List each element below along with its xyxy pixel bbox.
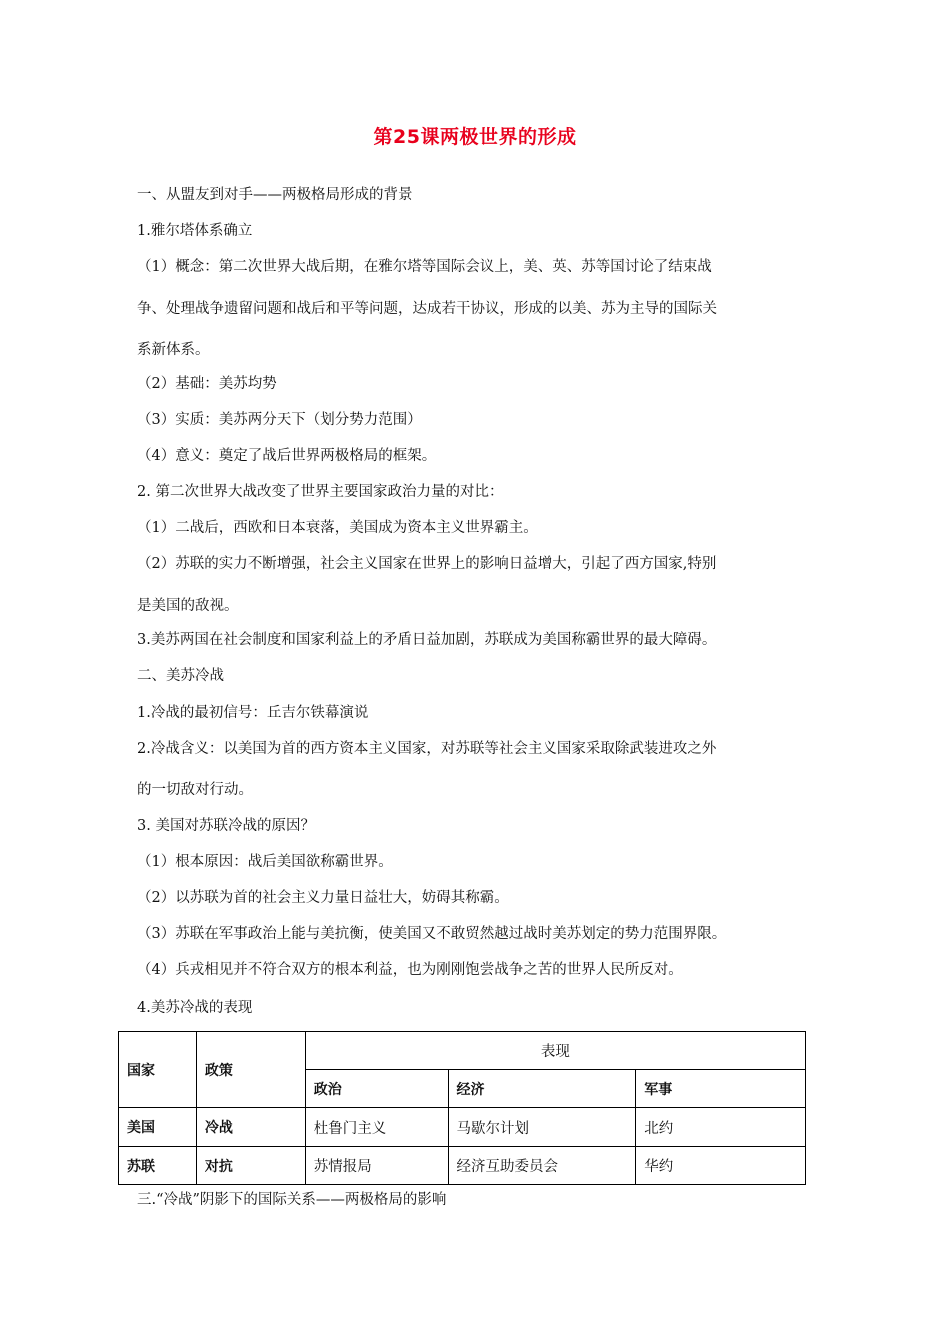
paragraph-line: 3.美苏两国在社会制度和国家利益上的矛盾日益加剧，苏联成为美国称霸世界的最大障碍。	[137, 632, 717, 648]
table-row	[119, 1108, 806, 1147]
paragraph-line: 2. 第二次世界大战改变了世界主要国家政治力量的对比：	[137, 484, 504, 500]
paragraph-line: （1）根本原因：战后美国欲称霸世界。	[137, 854, 393, 870]
paragraph-line: （3）苏联在军事政治上能与美抗衡，使美国又不敢贸然越过战时美苏划定的势力范围界限。	[137, 926, 727, 942]
paragraph-line: （4）兵戎相见并不符合双方的根本利益，也为刚刚饱尝战争之苦的世界人民所反对。	[137, 962, 683, 978]
paragraph-line: （1）概念：第二次世界大战后期，在雅尔塔等国际会议上，美、英、苏等国讨论了结束战	[137, 259, 712, 275]
cell-military: 北约	[636, 1108, 806, 1147]
paragraph-line: 是美国的敌视。	[137, 598, 239, 614]
cell-policy: 对抗	[196, 1147, 305, 1185]
cell-country: 苏联	[119, 1147, 197, 1185]
paragraph-line: 的一切敌对行动。	[137, 782, 253, 798]
cell-political: 苏情报局	[305, 1147, 448, 1185]
header-military: 军事	[636, 1070, 806, 1108]
paragraph-line: 争、处理战争遗留问题和战后和平等问题，达成若干协议，形成的以美、苏为主导的国际关	[137, 301, 717, 317]
section-heading-3: 三.“冷战”阴影下的国际关系——两极格局的影响	[137, 1192, 447, 1208]
header-country: 国家	[119, 1032, 197, 1108]
cold-war-table	[118, 1031, 806, 1185]
paragraph-line: 1.冷战的最初信号：丘吉尔铁幕演说	[137, 705, 369, 721]
section-heading-1: 一、从盟友到对手——两极格局形成的背景	[137, 187, 413, 203]
paragraph-line: （2）苏联的实力不断增强，社会主义国家在世界上的影响日益增大，引起了西方国家,特别	[137, 556, 717, 572]
paragraph-line: 1.雅尔塔体系确立	[137, 223, 253, 239]
cell-political: 杜鲁门主义	[305, 1108, 448, 1147]
cell-country: 美国	[119, 1108, 197, 1147]
header-policy: 政策	[196, 1032, 305, 1108]
cell-military: 华约	[636, 1147, 806, 1185]
section-heading-2: 二、美苏冷战	[137, 668, 224, 684]
paragraph-line: （4）意义：奠定了战后世界两极格局的框架。	[137, 448, 437, 464]
paragraph-line: 2.冷战含义：以美国为首的西方资本主义国家，对苏联等社会主义国家采取除武装进攻之外	[137, 741, 717, 757]
header-economic: 经济	[448, 1070, 636, 1108]
cell-economic: 马歇尔计划	[448, 1108, 636, 1147]
paragraph-line: （3）实质：美苏两分天下（划分势力范围）	[137, 412, 422, 428]
cell-economic: 经济互助委员会	[448, 1147, 636, 1185]
page-title: 第25课两极世界的形成	[373, 126, 577, 148]
table-caption: 4.美苏冷战的表现	[137, 1000, 253, 1016]
paragraph-line: 3. 美国对苏联冷战的原因？	[137, 818, 315, 834]
header-manifestation: 表现	[305, 1032, 805, 1070]
cell-policy: 冷战	[196, 1108, 305, 1147]
paragraph-line: （2）以苏联为首的社会主义力量日益壮大，妨碍其称霸。	[137, 890, 509, 906]
paragraph-line: （2）基础：美苏均势	[137, 376, 277, 392]
paragraph-line: （1）二战后，西欧和日本衰落，美国成为资本主义世界霸主。	[137, 520, 538, 536]
paragraph-line: 系新体系。	[137, 342, 210, 358]
table-row	[119, 1147, 806, 1185]
header-political: 政治	[305, 1070, 448, 1108]
